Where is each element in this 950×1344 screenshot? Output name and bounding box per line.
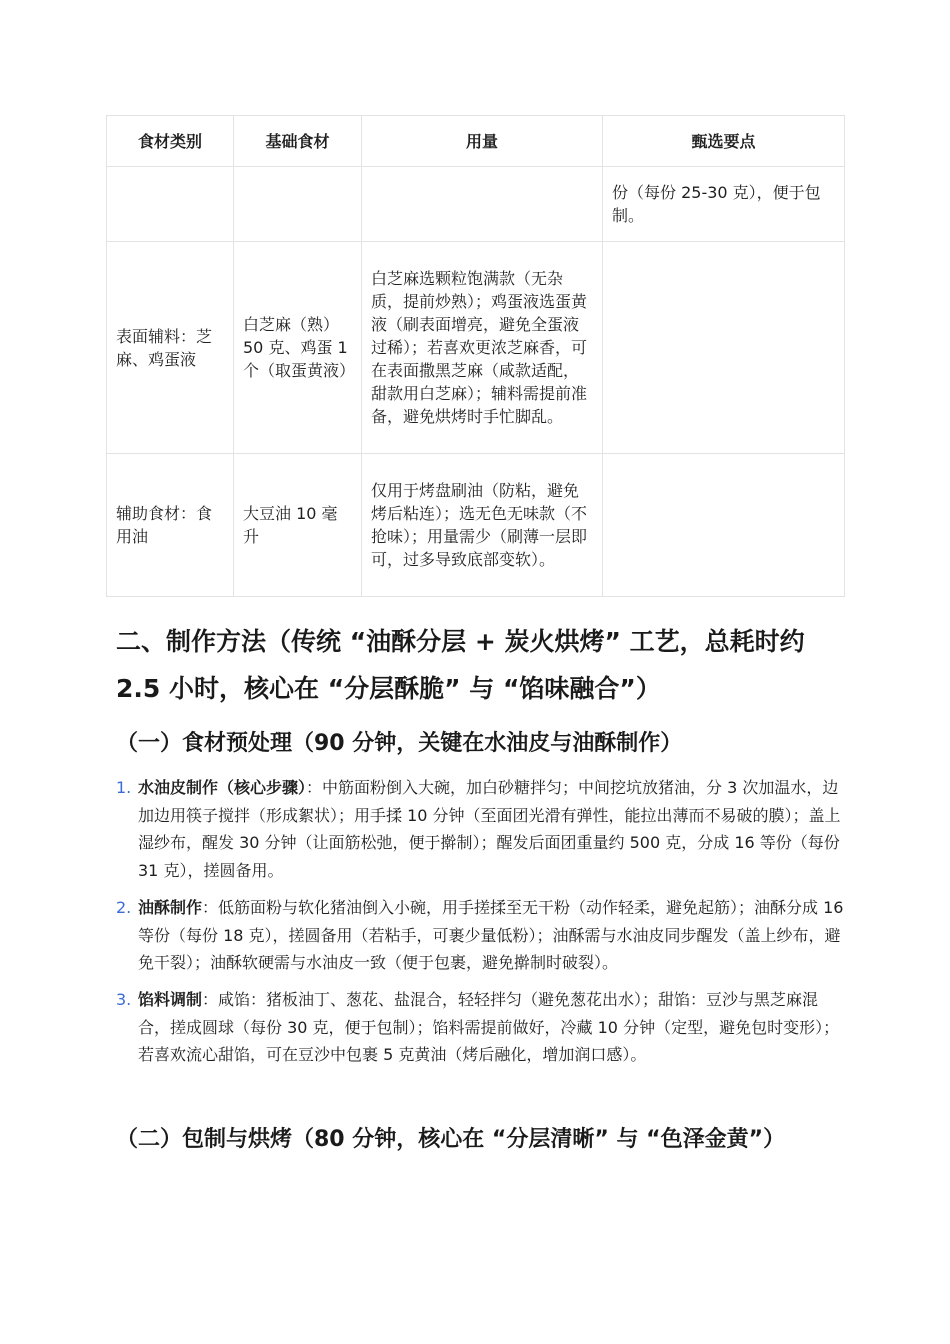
- table-row: [107, 242, 845, 454]
- cell-base: 白芝麻（熟）50 克、鸡蛋 1 个（取蛋黄液）: [234, 242, 362, 454]
- list-number: 3.: [116, 989, 132, 1009]
- cell-category: 表面辅料：芝麻、鸡蛋液: [107, 242, 234, 454]
- cell-amount: 白芝麻选颗粒饱满款（无杂质，提前炒熟）；鸡蛋液选蛋黄液（刷表面增亮，避免全蛋液过稀）；若喜欢更浓芝麻香，可在表面撒黑芝麻（咸款适配，甜款用白芝麻）；辅料需提前准备，避免烘烤时手忙脚乱。: [362, 242, 603, 454]
- header-category: 食材类别: [107, 116, 234, 167]
- section-heading-methods: 二、制作方法（传统 “油酥分层 + 炭火烘烤” 工艺，总耗时约 2.5 小时，核心在 “分层酥脆” 与 “馅味融合”）: [116, 627, 805, 703]
- table-row: [107, 454, 845, 597]
- step-label: 水油皮制作（核心步骤）: [138, 778, 307, 797]
- subsection-heading-baking: （二）包制与烘烤（80 分钟，核心在 “分层清晰” 与 “色泽金黄”）: [116, 1127, 786, 1152]
- cell-category: [107, 167, 234, 242]
- header-base: 基础食材: [234, 116, 362, 167]
- step-text: ：低筋面粉与软化猪油倒入小碗，用手搓揉至无干粉（动作轻柔，避免起筋）；油酥分成 16 等份（每份 18 克），搓圆备用（若粘手，可裹少量低粉）；油酥需与水油皮同步醒发（盖上纱布，避免干裂）；油酥软硬需与水油皮一致（便于包裹，避免擀制时破裂）。: [138, 897, 844, 973]
- step-label: 油酥制作: [138, 897, 203, 917]
- step-label: 馅料调制: [138, 989, 203, 1009]
- list-number: 1.: [116, 778, 132, 797]
- cell-base: 大豆油 10 毫升: [234, 454, 362, 597]
- list-number: 2.: [116, 897, 132, 917]
- list-item: [116, 774, 844, 885]
- list-item: [116, 986, 844, 1069]
- header-notes: 甄选要点: [603, 116, 845, 167]
- cell-amount: [362, 167, 603, 242]
- prep-steps-list: [116, 774, 844, 1078]
- step-text: ：咸馅：猪板油丁、葱花、盐混合，轻轻拌匀（避免葱花出水）；甜馅：豆沙与黑芝麻混合，搓成圆球（每份 30 克，便于包制）；馅料需提前做好，冷藏 10 分钟（定型，避免包时变形）；若喜欢流心甜馅，可在豆沙中包裹 5 克黄油（烤后融化，增加润口感）。: [138, 989, 840, 1065]
- table-row: [107, 167, 845, 242]
- cell-notes: 份（每份 25-30 克），便于包制。: [603, 167, 845, 242]
- cell-notes: [603, 454, 845, 597]
- step-text: ：中筋面粉倒入大碗，加白砂糖拌匀；中间挖坑放猪油，分 3 次加温水，边加边用筷子搅拌（形成絮状）；用手揉 10 分钟（至面团光滑有弹性，能拉出薄而不易破的膜）；盖上湿纱布，醒发 30 分钟（让面筋松弛，便于擀制）；醒发后面团重量约 500 克，分成 16 等份（每份 31 克），搓圆备用。: [138, 778, 841, 881]
- cell-base: [234, 167, 362, 242]
- list-item: [116, 894, 844, 977]
- subsection-heading-prep: （一）食材预处理（90 分钟，关键在水油皮与油酥制作）: [116, 731, 683, 756]
- cell-amount: 仅用于烤盘刷油（防粘，避免烤后粘连）；选无色无味款（不抢味）；用量需少（刷薄一层即可，过多导致底部变软）。: [362, 454, 603, 597]
- table-header-row: [107, 116, 845, 167]
- ingredients-table: [106, 115, 845, 597]
- header-amount: 用量: [362, 116, 603, 167]
- cell-notes: [603, 242, 845, 454]
- cell-category: 辅助食材：食用油: [107, 454, 234, 597]
